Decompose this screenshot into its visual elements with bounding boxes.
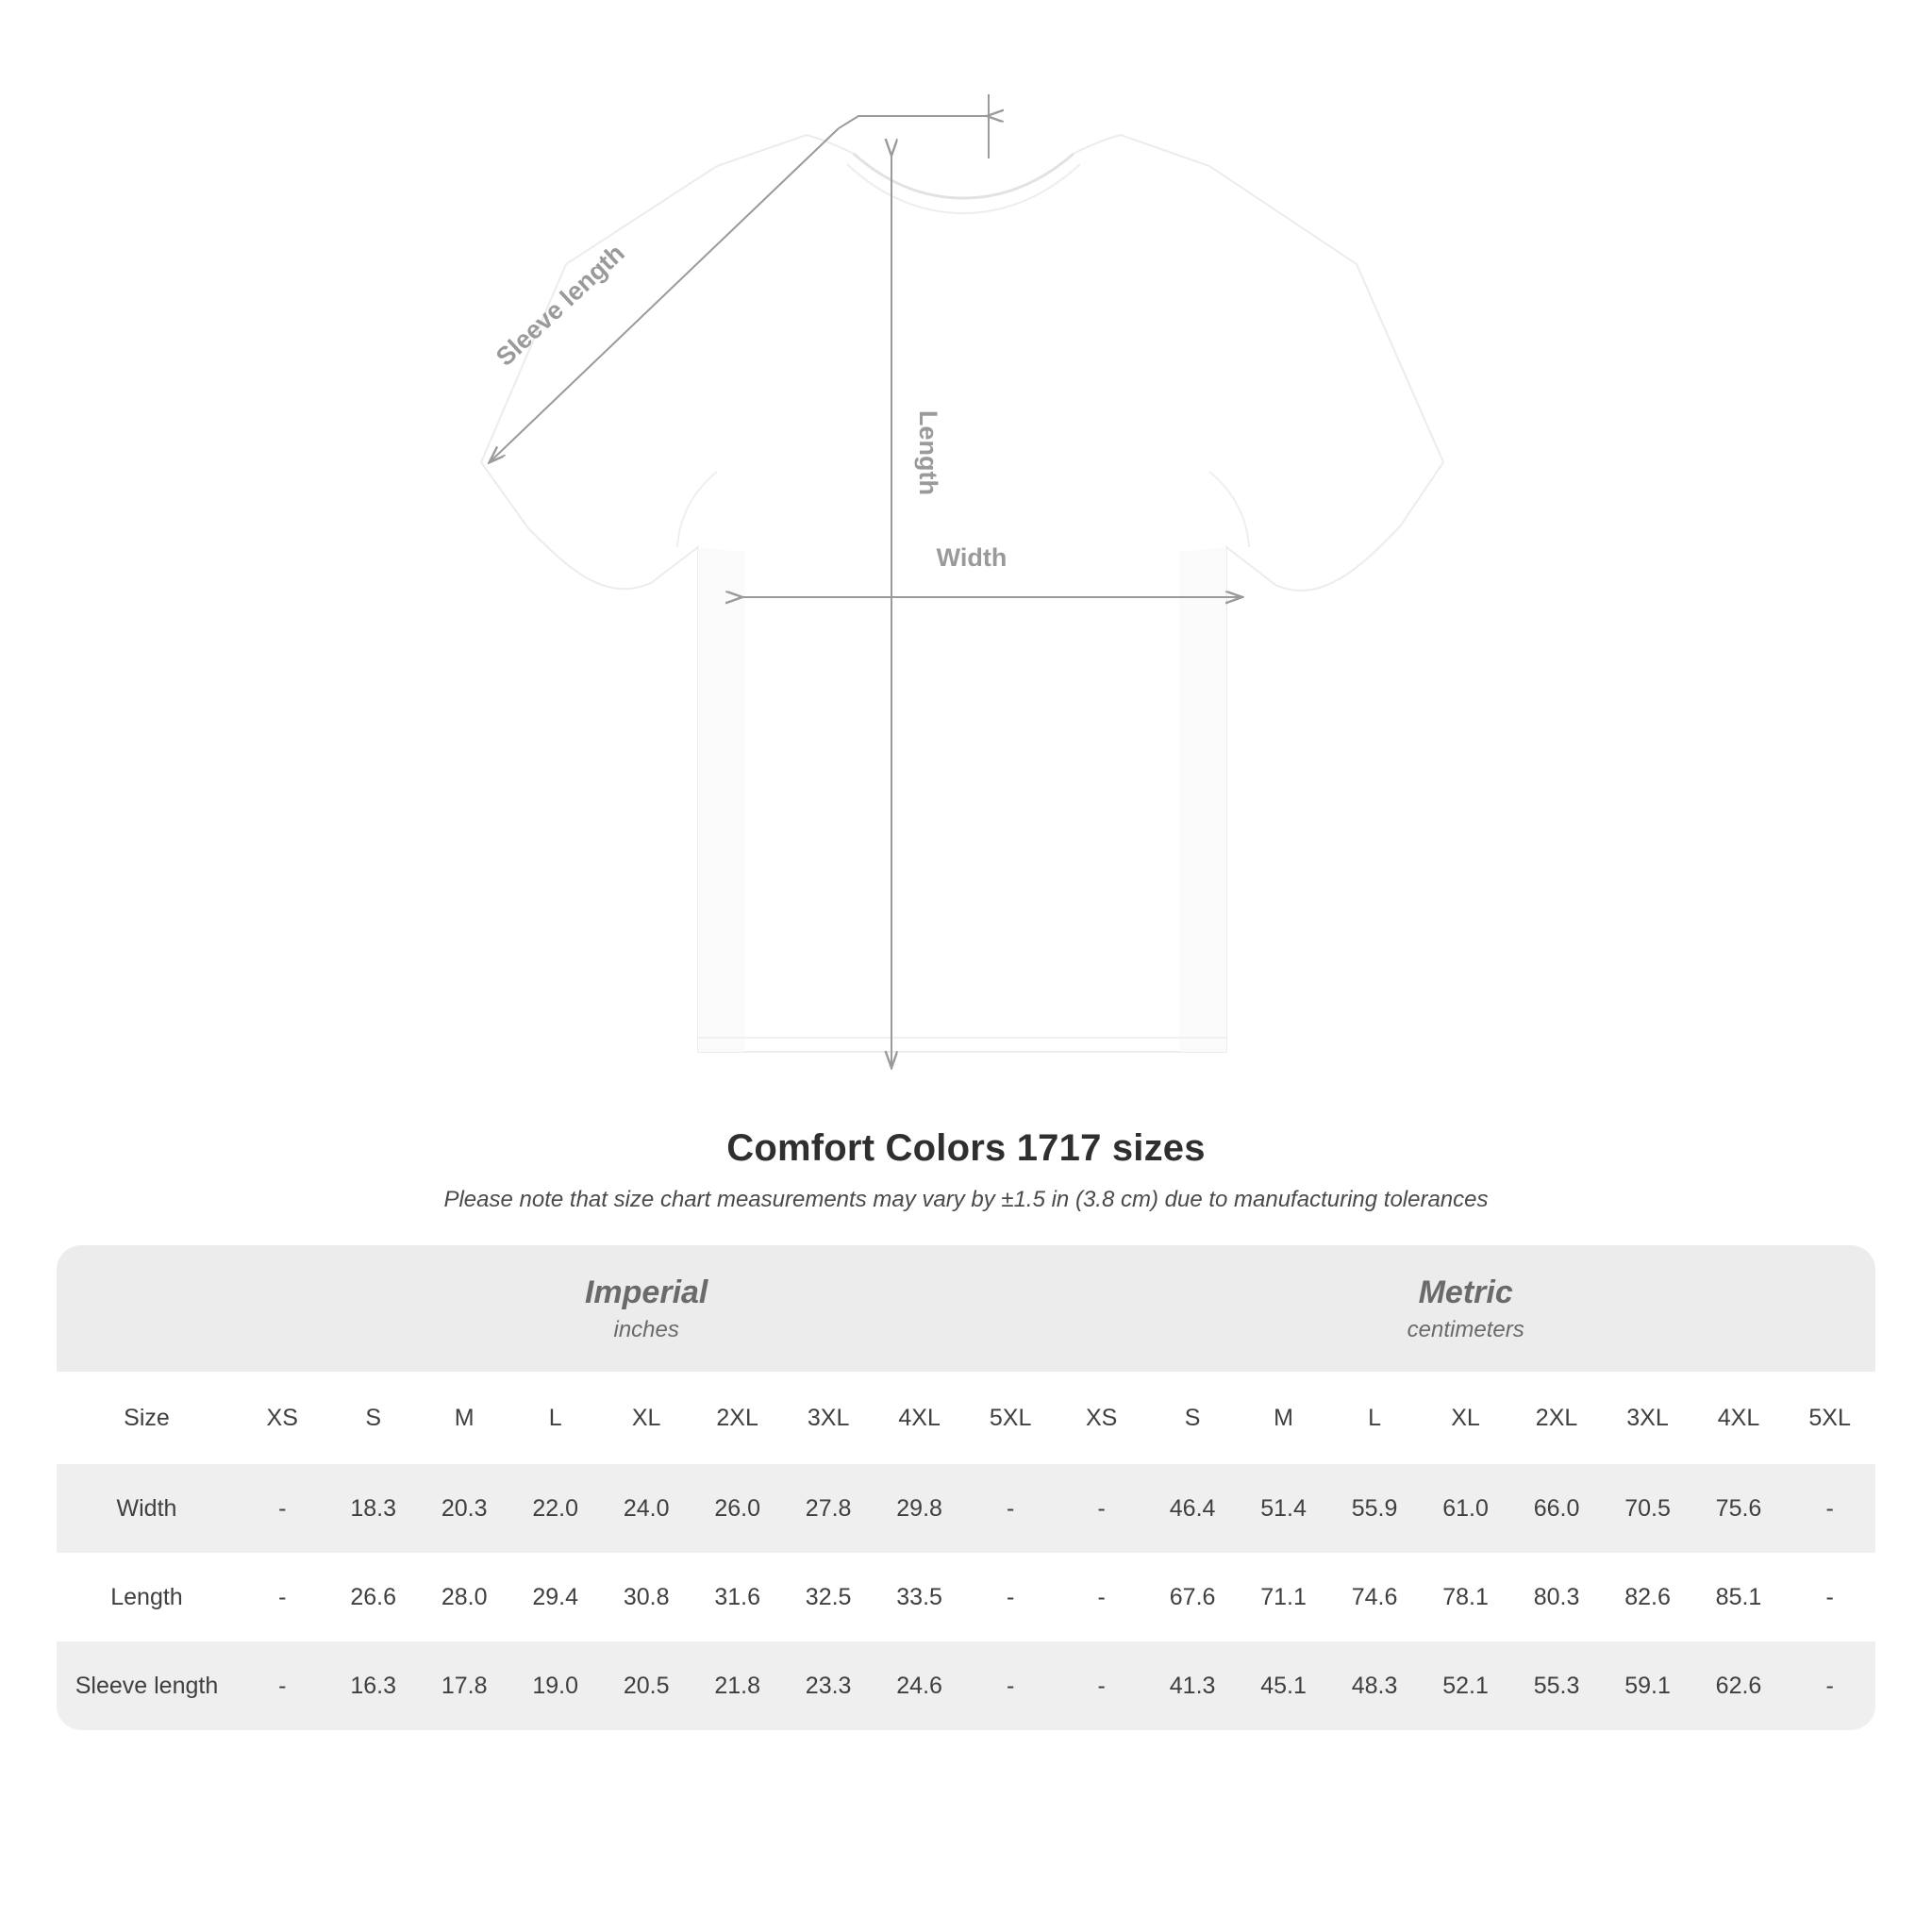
cell-sleeve-metric-xl: 52.1 [1420,1641,1510,1730]
page-title: Comfort Colors 1717 sizes [726,1127,1206,1169]
cell-length-imperial-3xl: 32.5 [783,1553,874,1641]
cell-width-metric-4xl: 75.6 [1693,1464,1784,1553]
cell-sleeve-metric-s: 41.3 [1147,1641,1238,1730]
size-col-imperial-s: S [327,1372,418,1464]
unit-group-imperial [237,1245,1056,1372]
cell-length-imperial-l: 29.4 [509,1553,600,1641]
cell-width-metric-xl: 61.0 [1420,1464,1510,1553]
size-table-container [57,1245,1875,1730]
cell-sleeve-imperial-m: 17.8 [419,1641,509,1730]
size-col-metric-3xl: 3XL [1602,1372,1692,1464]
unit-group-metric-subtitle: centimeters [1407,1317,1524,1343]
cell-sleeve-metric-4xl: 62.6 [1693,1641,1784,1730]
row-label-length: Length [57,1553,237,1641]
cell-length-imperial-xl: 30.8 [601,1553,691,1641]
unit-header-row [57,1245,1875,1372]
cell-length-imperial-4xl: 33.5 [874,1553,964,1641]
cell-width-metric-3xl: 70.5 [1602,1464,1692,1553]
sleeve-length-label: Sleeve length [490,239,630,372]
length-label: Length [914,410,942,495]
size-col-metric-2xl: 2XL [1511,1372,1602,1464]
cell-sleeve-metric-2xl: 55.3 [1511,1641,1602,1730]
cell-length-metric-xl: 78.1 [1420,1553,1510,1641]
cell-sleeve-imperial-5xl: - [965,1641,1057,1730]
unit-spacer-cell [57,1245,237,1372]
cell-length-metric-5xl: - [1784,1553,1875,1641]
size-col-metric-l: L [1329,1372,1420,1464]
size-col-metric-5xl: 5XL [1784,1372,1875,1464]
table-row [57,1641,1875,1730]
row-label-sleeve-length: Sleeve length [57,1641,237,1730]
cell-length-metric-s: 67.6 [1147,1553,1238,1641]
cell-length-imperial-xs: - [237,1553,327,1641]
cell-sleeve-imperial-s: 16.3 [327,1641,418,1730]
cell-sleeve-metric-5xl: - [1784,1641,1875,1730]
cell-sleeve-imperial-2xl: 21.8 [691,1641,782,1730]
size-col-imperial-l: L [509,1372,600,1464]
chart-heading [0,1127,1932,1213]
cell-length-imperial-m: 28.0 [419,1553,509,1641]
unit-group-imperial-subtitle: inches [613,1317,679,1343]
size-header-row [57,1372,1875,1464]
size-header-label: Size [57,1372,237,1464]
cell-width-metric-m: 51.4 [1238,1464,1328,1553]
cell-length-metric-3xl: 82.6 [1602,1553,1692,1641]
cell-sleeve-metric-3xl: 59.1 [1602,1641,1692,1730]
table-row [57,1464,1875,1553]
cell-sleeve-metric-xs: - [1056,1641,1146,1730]
cell-length-metric-4xl: 85.1 [1693,1553,1784,1641]
unit-group-metric-title: Metric [1418,1274,1513,1310]
size-col-metric-4xl: 4XL [1693,1372,1784,1464]
size-col-imperial-5xl: 5XL [965,1372,1057,1464]
size-col-imperial-xs: XS [237,1372,327,1464]
cell-length-imperial-2xl: 31.6 [691,1553,782,1641]
cell-sleeve-imperial-xl: 20.5 [601,1641,691,1730]
unit-group-metric [1056,1245,1875,1372]
cell-width-imperial-l: 22.0 [509,1464,600,1553]
table-row [57,1553,1875,1641]
cell-length-imperial-5xl: - [965,1553,1057,1641]
width-label: Width [936,543,1008,572]
cell-sleeve-imperial-l: 19.0 [509,1641,600,1730]
size-col-imperial-m: M [419,1372,509,1464]
cell-length-metric-2xl: 80.3 [1511,1553,1602,1641]
tolerance-note: Please note that size chart measurements may vary by ±1.5 in (3.8 cm) due to manufacturing tolerances [443,1187,1489,1212]
cell-width-imperial-m: 20.3 [419,1464,509,1553]
cell-length-metric-xs: - [1056,1553,1146,1641]
size-col-imperial-4xl: 4XL [874,1372,964,1464]
cell-length-metric-m: 71.1 [1238,1553,1328,1641]
cell-width-metric-xs: - [1056,1464,1146,1553]
size-col-metric-s: S [1147,1372,1238,1464]
size-col-imperial-xl: XL [601,1372,691,1464]
cell-sleeve-imperial-3xl: 23.3 [783,1641,874,1730]
size-table [57,1245,1875,1730]
cell-sleeve-imperial-4xl: 24.6 [874,1641,964,1730]
cell-width-imperial-s: 18.3 [327,1464,418,1553]
cell-width-metric-5xl: - [1784,1464,1875,1553]
cell-length-imperial-s: 26.6 [327,1553,418,1641]
cell-width-imperial-xl: 24.0 [601,1464,691,1553]
cell-width-metric-l: 55.9 [1329,1464,1420,1553]
cell-sleeve-metric-l: 48.3 [1329,1641,1420,1730]
cell-sleeve-metric-m: 45.1 [1238,1641,1328,1730]
size-col-imperial-3xl: 3XL [783,1372,874,1464]
cell-width-metric-s: 46.4 [1147,1464,1238,1553]
size-col-imperial-2xl: 2XL [691,1372,782,1464]
cell-sleeve-imperial-xs: - [237,1641,327,1730]
unit-group-imperial-title: Imperial [584,1274,708,1310]
size-col-metric-xs: XS [1056,1372,1146,1464]
size-col-metric-xl: XL [1420,1372,1510,1464]
tshirt-shape [481,135,1443,1052]
cell-width-imperial-5xl: - [965,1464,1057,1553]
cell-width-imperial-3xl: 27.8 [783,1464,874,1553]
size-col-metric-m: M [1238,1372,1328,1464]
row-label-width: Width [57,1464,237,1553]
cell-length-metric-l: 74.6 [1329,1553,1420,1641]
cell-width-imperial-2xl: 26.0 [691,1464,782,1553]
cell-width-imperial-xs: - [237,1464,327,1553]
cell-width-metric-2xl: 66.0 [1511,1464,1602,1553]
cell-width-imperial-4xl: 29.8 [874,1464,964,1553]
